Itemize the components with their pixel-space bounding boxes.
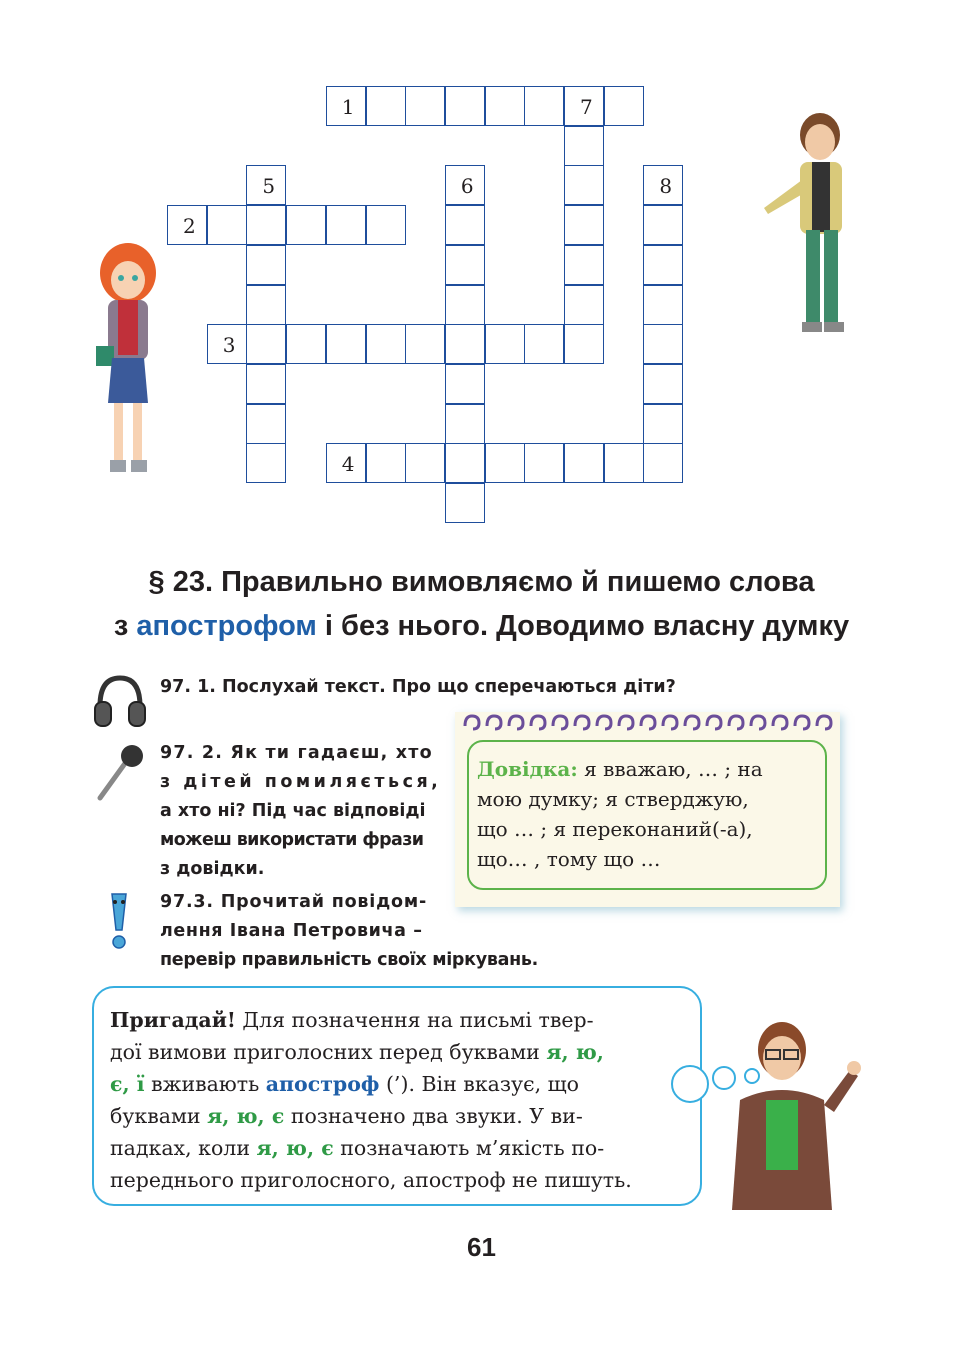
reference-box — [467, 740, 827, 890]
crossword-cell — [643, 205, 683, 245]
crossword-cell — [366, 205, 406, 245]
crossword-cell — [326, 324, 366, 364]
clue-number: 6 — [460, 174, 474, 199]
crossword-cell-3 — [207, 324, 247, 364]
crossword-cell — [405, 443, 445, 483]
crossword-cell-4 — [326, 443, 366, 483]
crossword-cell-1 — [326, 86, 366, 126]
crossword-cell — [564, 205, 604, 245]
title-text: і без нього. Доводимо власну думку — [316, 610, 850, 642]
crossword-cell — [366, 443, 406, 483]
crossword-cell — [524, 86, 564, 126]
remember-text: переднього приголосного, апостроф не пишуть. — [110, 1168, 632, 1192]
crossword-cell — [564, 126, 604, 166]
remember-term: апостроф — [265, 1072, 380, 1096]
crossword-cell — [564, 285, 604, 325]
crossword-cell — [246, 205, 286, 245]
clue-number: 5 — [262, 174, 276, 199]
crossword-cell — [643, 443, 683, 483]
crossword-cell — [246, 324, 286, 364]
crossword-cell — [445, 245, 485, 285]
clue-number: 1 — [341, 95, 355, 119]
remember-letters: я, ю, є — [207, 1104, 285, 1128]
crossword-cell-2 — [167, 205, 207, 245]
clue-number: 8 — [659, 174, 673, 199]
title-highlight: апострофом — [136, 610, 317, 642]
clue-number: 7 — [580, 95, 593, 119]
task-97-2-line2: з дітей помиляється, — [160, 772, 442, 792]
remember-label: Пригадай! — [110, 1008, 236, 1032]
task-97-2-line3: а хто ні? Під час відповіді — [160, 801, 426, 821]
crossword-cell — [524, 324, 564, 364]
crossword-cell — [326, 205, 366, 245]
crossword-cell — [485, 443, 525, 483]
crossword-cell — [366, 86, 406, 126]
microphone-icon — [94, 742, 146, 802]
crossword-cell — [445, 483, 485, 523]
crossword-cell — [604, 86, 644, 126]
remember-text: позначено два звуки. У ви- — [284, 1104, 583, 1128]
remember-box — [92, 986, 702, 1206]
crossword-cell — [246, 285, 286, 325]
crossword-cell — [564, 443, 604, 483]
crossword-cell — [286, 324, 326, 364]
remember-text: Для позначення на письмі твер- — [235, 1008, 594, 1032]
clue-number: 2 — [183, 214, 196, 239]
reference-label: Довідка: — [477, 757, 578, 781]
crossword-cell — [564, 245, 604, 285]
clue-number: 3 — [222, 333, 236, 358]
crossword-cell — [246, 245, 286, 285]
remember-text: позначають м’якість по- — [333, 1136, 605, 1160]
crossword-cell — [445, 205, 485, 245]
remember-text: вживають — [144, 1072, 266, 1096]
crossword-cell — [564, 165, 604, 205]
crossword-cell — [286, 205, 326, 245]
reference-text: мою думку; я стверджую, — [477, 787, 749, 811]
spiral-binding-icon — [455, 712, 840, 734]
task-97-2-line1: 97. 2. Як ти гадаєш, хто — [160, 743, 433, 763]
crossword-cell — [445, 443, 485, 483]
crossword-cell — [246, 443, 286, 483]
crossword-cell — [246, 364, 286, 404]
remember-text: падках, коли — [110, 1136, 257, 1160]
boy-illustration — [762, 110, 862, 340]
task-97-2-line4: можеш використати фрази — [160, 830, 424, 850]
task-97-3-line1: 97.3. Прочитай повідом- — [160, 892, 428, 912]
task-97-1: 97. 1. Послухай текст. Про що сперечаються діти? — [160, 677, 676, 697]
crossword-cell — [524, 443, 564, 483]
crossword-cell — [445, 364, 485, 404]
crossword-cell — [366, 324, 406, 364]
crossword-cell-5 — [246, 165, 286, 205]
crossword-cell-6 — [445, 165, 485, 205]
section-title-line1: § 23. Правильно вимовляємо й пишемо слова — [148, 566, 815, 598]
clue-number: 4 — [341, 452, 355, 477]
crossword-cell — [445, 285, 485, 325]
crossword-cell — [643, 324, 683, 364]
remember-text: дої вимови приголосних перед буквами — [110, 1040, 547, 1064]
task-97-2-line5: з довідки. — [160, 859, 265, 879]
task-97-3-line2: лення Івана Петровича – — [160, 921, 423, 941]
crossword-cell — [207, 205, 247, 245]
teacher-illustration — [700, 1010, 870, 1210]
exclamation-icon — [104, 890, 134, 952]
crossword-cell — [485, 324, 525, 364]
crossword-cell — [445, 404, 485, 444]
girl-illustration — [88, 238, 168, 488]
reference-text: що… , тому що … — [477, 847, 661, 871]
remember-letters: я, ю, є — [256, 1136, 334, 1160]
crossword-cell — [405, 86, 445, 126]
reference-text: я вважаю, … ; на — [577, 757, 763, 781]
crossword-cell — [246, 404, 286, 444]
crossword-cell — [604, 443, 644, 483]
headphones-icon — [92, 672, 148, 730]
crossword-cell — [643, 404, 683, 444]
crossword-cell — [485, 86, 525, 126]
crossword-cell — [405, 324, 445, 364]
crossword-cell-8 — [643, 165, 683, 205]
title-text: з — [113, 610, 137, 642]
remember-text: (’). Він вказує, що — [379, 1072, 580, 1096]
crossword-cell-7 — [564, 86, 604, 126]
page-number: 61 — [467, 1232, 496, 1262]
task-97-3-line3: перевір правильність своїх міркувань. — [160, 950, 539, 970]
reference-text: що … ; я переконаний(-а), — [477, 817, 753, 841]
section-title-line2 — [0, 610, 963, 643]
remember-text: буквами — [110, 1104, 208, 1128]
crossword-cell — [445, 86, 485, 126]
crossword-cell — [643, 285, 683, 325]
crossword-cell — [643, 364, 683, 404]
remember-letters: є, ї — [110, 1072, 145, 1096]
crossword-cell — [564, 324, 604, 364]
crossword-cell — [643, 245, 683, 285]
crossword-cell — [445, 324, 485, 364]
remember-letters: я, ю, — [546, 1040, 604, 1064]
